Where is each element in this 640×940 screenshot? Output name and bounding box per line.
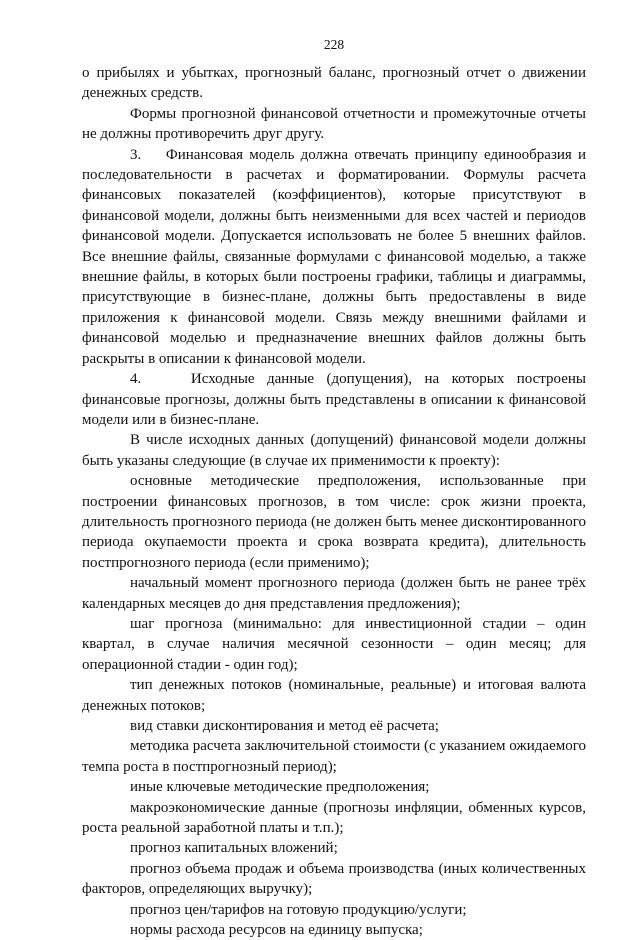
paragraph-p2: 3. Финансовая модель должна отвечать принципу единообразия и последовательности в расчетах и форматировании. Формулы расчета финансовых показателей (коэффициентов), которые присутствуют в финансовой модели, должны быть неизменными для всех частей и периодов финансовой модели. Допускается использовать не более 5 внешних файлов. Все внешние файлы, связанные формулами с финансовой моделью, а также внешние файлы, в которых были построены графики, таблицы и диаграммы, присутствующие в бизнес-плане, должны быть предоставлены в виде приложения к финансовой модели. Связь между внешними файлами и финансовой моделью и предназначение внешних файлов должны быть раскрыты в описании к финансовой модели. [82, 146, 586, 367]
paragraph-p12: макроэкономические данные (прогнозы инфляции, обменных курсов, роста реальной заработной платы и т.п.); [82, 799, 586, 837]
paragraph-p16: нормы расхода ресурсов на единицу выпуска; [130, 922, 423, 939]
paragraph-p11: иные ключевые методические предположения; [130, 779, 430, 796]
paragraph-p9: вид ставки дисконтирования и метод её расчета; [130, 718, 439, 734]
paragraph-p10: методика расчета заключительной стоимости (с указанием ожидаемого темпа роста в постпрогнозный период); [82, 738, 586, 775]
paragraph-p7: шаг прогноза (минимально: для инвестиционной стадии – один квартал, в случае наличия месячной сезонности – один месяц; для операционной стадии - один год); [82, 615, 586, 673]
paragraph-p0: о прибылях и убытках, прогнозный баланс, прогнозный отчет о движении денежных средств. [82, 65, 586, 102]
paragraph-p3: 4. Исходные данные (допущения), на которых построены финансовые прогнозы, должны быть представлены в описании к финансовой модели или в бизнес-плане. [82, 371, 586, 428]
page-number: 228 [323, 37, 345, 52]
paragraph-p13: прогноз капитальных вложений; [130, 840, 338, 857]
paragraph-p5: основные методические предположения, использованные при построении финансовых прогнозов, в том числе: срок жизни проекта, длительность прогнозного периода (не должен быть менее дисконтированного периода окупаемости проекта и срока возврата кредита), длительность постпрогнозного периода (если применимо); [82, 473, 586, 571]
paragraph-p6: начальный момент прогнозного периода (должен быть не ранее трёх календарных месяцев до дня представления предложения); [82, 575, 586, 612]
paragraph-p1: Формы прогнозной финансовой отчетности и промежуточные отчеты не должны противоречить друг другу. [82, 105, 586, 143]
paragraph-p8: тип денежных потоков (номинальные, реальные) и итоговая валюта денежных потоков; [82, 677, 586, 714]
document-body [82, 63, 586, 940]
paragraph-p15: прогноз цен/тарифов на готовую продукцию/услуги; [130, 901, 467, 918]
paragraph-p4: В числе исходных данных (допущений) финансовой модели должны быть указаны следующие (в случае их применимости к проекту): [82, 432, 586, 469]
paragraph-p14: прогноз объема продаж и объема производства (иных количественных факторов, определяющих выручку); [82, 860, 586, 898]
